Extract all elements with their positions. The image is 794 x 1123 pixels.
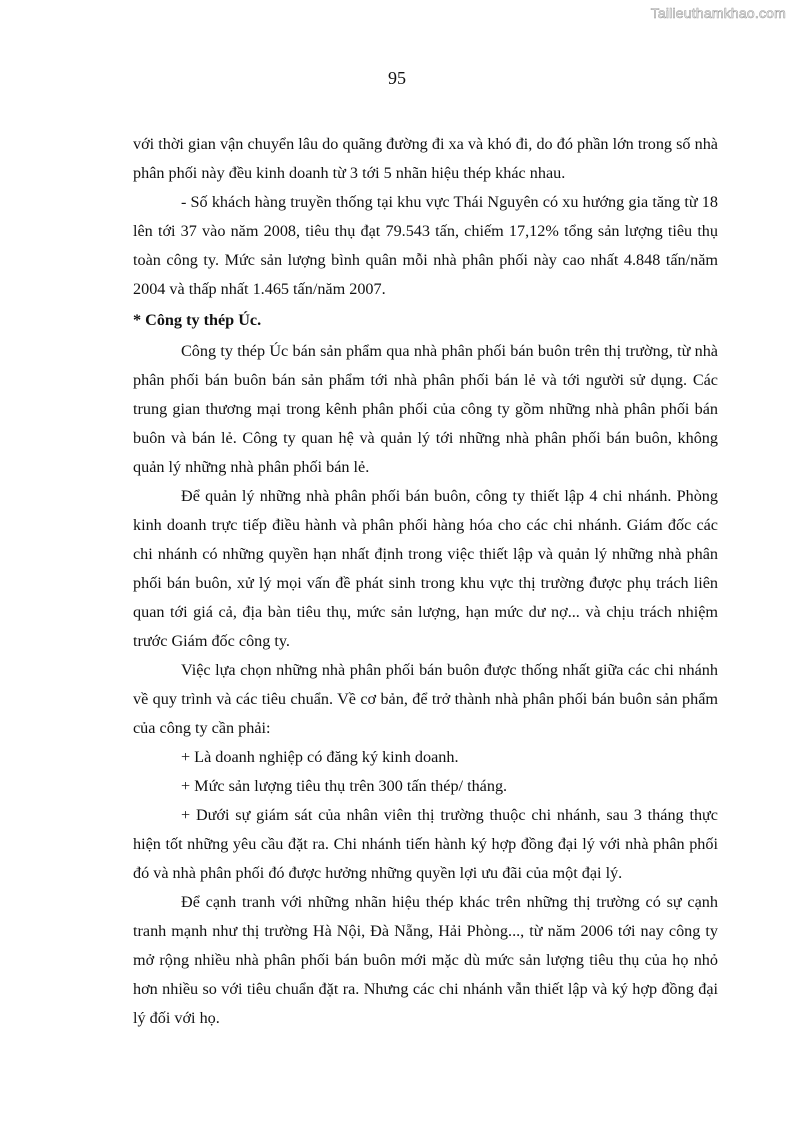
paragraph-selection: Việc lựa chọn những nhà phân phối bán buôn được thống nhất giữa các chi nhánh về quy trình và các tiêu chuẩn. Về cơ bản, để trở thành nhà phân phối bán buôn sản phẩm của công ty cần phải: [133,661,718,737]
criteria-item-3: + Dưới sự giám sát của nhân viên thị trường thuộc chi nhánh, sau 3 tháng thực hiện tốt những yêu cầu đặt ra. Chi nhánh tiến hành ký hợp đồng đại lý với nhà phân phối đó và nhà phân phối đó được hưởng những quyền lợi ưu đãi của một đại lý. [133,806,718,882]
paragraph-channel: Công ty thép Úc bán sản phẩm qua nhà phân phối bán buôn trên thị trường, từ nhà phân phối bán buôn bán sản phẩm tới nhà phân phối bán lẻ và tới người sử dụng. Các trung gian thương mại trong kênh phân phối của công ty gồm những nhà phân phối bán buôn và bán lẻ. Công ty quan hệ và quản lý tới những nhà phân phối bán buôn, không quản lý những nhà phân phối bán lẻ. [133,342,718,476]
paragraph-continuation: với thời gian vận chuyển lâu do quãng đường đi xa và khó đi, do đó phần lớn trong số nhà phân phối này đều kinh doanh từ 3 tới 5 nhãn hiệu thép khác nhau. [133,135,718,182]
section-heading: * Công ty thép Úc. [133,311,262,329]
document-body [133,130,718,1033]
criteria-item-1: + Là doanh nghiệp có đăng ký kinh doanh. [181,748,459,766]
paragraph-competition: Để cạnh tranh với những nhãn hiệu thép khác trên những thị trường có sự cạnh tranh mạnh như thị trường Hà Nội, Đà Nẵng, Hải Phòng..., từ năm 2006 tới nay công ty mở rộng nhiều nhà phân phối bán buôn mới mặc dù mức sản lượng tiêu thụ của họ nhỏ hơn nhiều so với tiêu chuẩn đặt ra. Nhưng các chi nhánh vẫn thiết lập và ký hợp đồng đại lý đối với họ. [133,893,718,1027]
criteria-item-2: + Mức sản lượng tiêu thụ trên 300 tấn thép/ tháng. [181,777,508,795]
page-number: 95 [388,68,406,88]
paragraph-branches: Để quản lý những nhà phân phối bán buôn, công ty thiết lập 4 chi nhánh. Phòng kinh doanh trực tiếp điều hành và phân phối hàng hóa cho các chi nhánh. Giám đốc các chi nhánh có những quyền hạn nhất định trong việc thiết lập và quản lý những nhà phân phối bán buôn, xử lý mọi vấn đề phát sinh trong khu vực thị trường được phụ trách liên quan tới giá cả, địa bàn tiêu thụ, mức sản lượng, hạn mức dư nợ... và chịu trách nhiệm trước Giám đốc công ty. [133,487,718,650]
watermark-text: Tailieuthamkhao.com [650,5,786,21]
paragraph-thai-nguyen: - Số khách hàng truyền thống tại khu vực Thái Nguyên có xu hướng gia tăng từ 18 lên tới 37 vào năm 2008, tiêu thụ đạt 79.543 tấn, chiếm 17,12% tổng sản lượng tiêu thụ toàn công ty. Mức sản lượng bình quân mỗi nhà phân phối này cao nhất 4.848 tấn/năm 2004 và thấp nhất 1.465 tấn/năm 2007. [133,193,718,298]
